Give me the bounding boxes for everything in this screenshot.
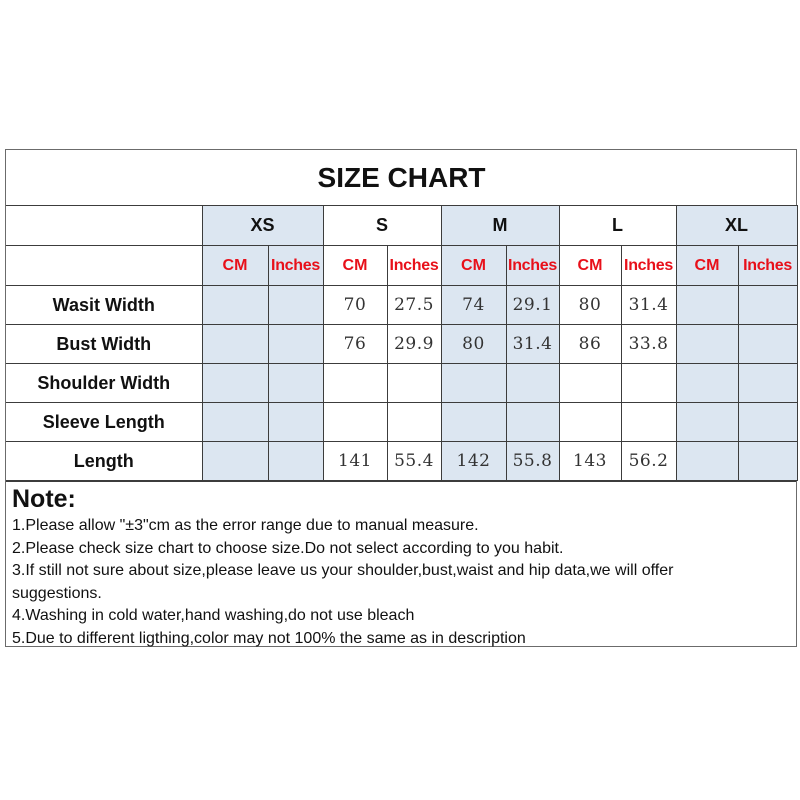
xl-inches-header: Inches xyxy=(738,246,797,286)
s-cm-header: CM xyxy=(323,246,387,286)
cell xyxy=(559,403,621,442)
cell xyxy=(202,286,268,325)
cell: 33.8 xyxy=(621,325,676,364)
row-label: Shoulder Width xyxy=(6,364,202,403)
cell xyxy=(268,403,323,442)
unit-label-cell xyxy=(6,246,202,286)
cell xyxy=(621,364,676,403)
cell xyxy=(738,403,797,442)
cell: 31.4 xyxy=(621,286,676,325)
cell: 55.8 xyxy=(506,442,559,481)
corner-cell xyxy=(6,206,202,246)
cell xyxy=(323,403,387,442)
cell: 80 xyxy=(441,325,506,364)
cell xyxy=(676,286,738,325)
cell xyxy=(676,364,738,403)
table-row-shoulder xyxy=(6,364,797,403)
cell xyxy=(268,364,323,403)
cell xyxy=(387,364,441,403)
m-inches-header: Inches xyxy=(506,246,559,286)
cell xyxy=(738,442,797,481)
cell xyxy=(559,364,621,403)
cell: 142 xyxy=(441,442,506,481)
xl-cm-header: CM xyxy=(676,246,738,286)
cell xyxy=(202,364,268,403)
row-label: Bust Width xyxy=(6,325,202,364)
cell xyxy=(738,364,797,403)
row-label: Wasit Width xyxy=(6,286,202,325)
table-row-length xyxy=(6,442,797,481)
cell: 80 xyxy=(559,286,621,325)
note-line-1: 1.Please allow "±3"cm as the error range due to manual measure. xyxy=(12,517,479,534)
size-chart-sheet xyxy=(5,149,797,647)
cell: 56.2 xyxy=(621,442,676,481)
cell: 86 xyxy=(559,325,621,364)
note-line-3-cont: suggestions. xyxy=(12,584,102,602)
cell xyxy=(676,442,738,481)
l-inches-header: Inches xyxy=(621,246,676,286)
size-l-header: L xyxy=(559,206,676,246)
table-row-bust xyxy=(6,325,797,364)
size-m-header: M xyxy=(441,206,559,246)
cell xyxy=(387,403,441,442)
cell xyxy=(506,364,559,403)
cell xyxy=(268,442,323,481)
cell xyxy=(441,364,506,403)
size-xs-header: XS xyxy=(202,206,323,246)
note-line-4: 4.Washing in cold water,hand washing,do not use bleach xyxy=(12,607,415,624)
cell: 55.4 xyxy=(387,442,441,481)
note-line-3: 3.If still not sure about size,please leave us your shoulder,bust,waist and hip data,we will offer xyxy=(12,562,674,579)
cell: 31.4 xyxy=(506,325,559,364)
cell xyxy=(202,403,268,442)
cell: 29.1 xyxy=(506,286,559,325)
size-header-row xyxy=(6,206,797,246)
row-label: Length xyxy=(6,442,202,481)
cell: 141 xyxy=(323,442,387,481)
note-line-5: 5.Due to different ligthing,color may not 100% the same as in description xyxy=(12,629,526,647)
cell xyxy=(738,286,797,325)
row-label: Sleeve Length xyxy=(6,403,202,442)
cell xyxy=(323,364,387,403)
table-row-waist xyxy=(6,286,797,325)
cell: 143 xyxy=(559,442,621,481)
unit-header-row xyxy=(6,246,797,286)
xs-cm-header: CM xyxy=(202,246,268,286)
cell xyxy=(738,325,797,364)
s-inches-header: Inches xyxy=(387,246,441,286)
cell xyxy=(676,325,738,364)
size-xl-header: XL xyxy=(676,206,797,246)
cell: 76 xyxy=(323,325,387,364)
cell xyxy=(506,403,559,442)
note-section xyxy=(6,481,796,646)
l-cm-header: CM xyxy=(559,246,621,286)
size-s-header: S xyxy=(323,206,441,246)
cell: 74 xyxy=(441,286,506,325)
chart-title: SIZE CHART xyxy=(6,150,797,206)
cell: 29.9 xyxy=(387,325,441,364)
cell xyxy=(268,286,323,325)
cell xyxy=(202,325,268,364)
cell: 27.5 xyxy=(387,286,441,325)
cell xyxy=(621,403,676,442)
cell xyxy=(268,325,323,364)
cell xyxy=(202,442,268,481)
cell xyxy=(441,403,506,442)
xs-inches-header: Inches xyxy=(268,246,323,286)
cell: 70 xyxy=(323,286,387,325)
cell xyxy=(676,403,738,442)
note-line-2: 2.Please check size chart to choose size.Do not select according to you habit. xyxy=(12,539,564,557)
size-chart-table xyxy=(6,150,798,481)
table-row-sleeve xyxy=(6,403,797,442)
note-title: Note: xyxy=(12,485,76,513)
m-cm-header: CM xyxy=(441,246,506,286)
